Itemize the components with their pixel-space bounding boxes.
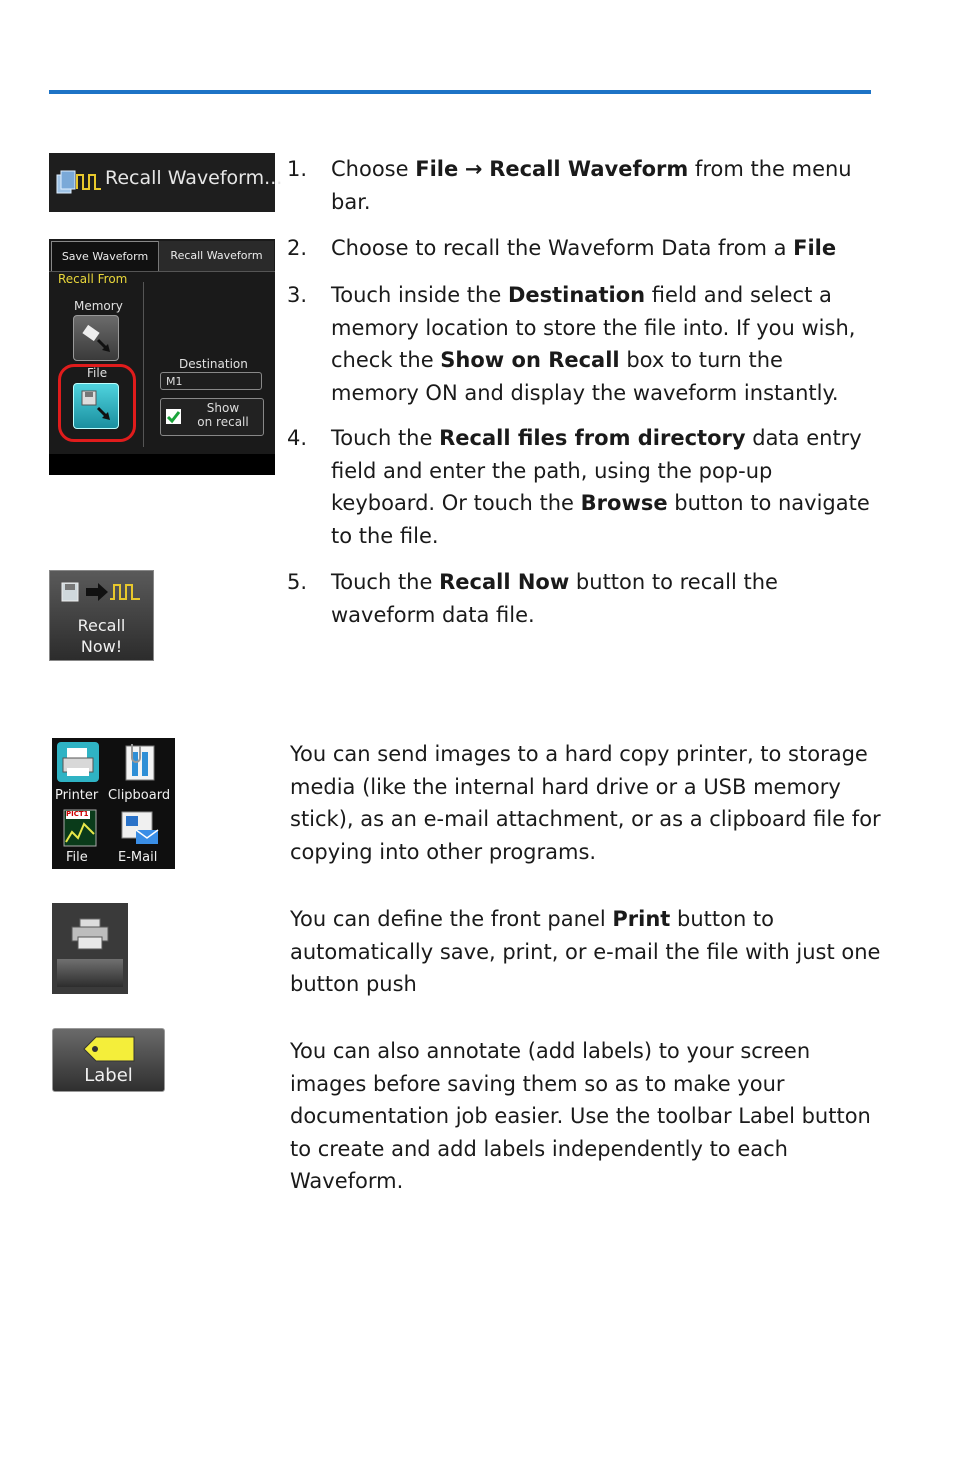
recall-waveform-menu-item[interactable] <box>49 153 283 212</box>
step-3-number: 3. <box>287 283 308 307</box>
clipboard-icon <box>118 742 160 782</box>
destination-label: Destination <box>179 357 248 371</box>
checkmark-icon <box>166 409 181 424</box>
printer-option[interactable] <box>54 742 110 804</box>
recall-dialog <box>49 239 275 475</box>
file-source-button[interactable] <box>73 383 119 429</box>
tab-recall-waveform[interactable]: Recall Waveform <box>158 241 274 271</box>
file-label: File <box>87 366 108 380</box>
label-button-text: Label <box>84 1065 133 1086</box>
step-5-text: Touch the Recall Now button to recall the waveform data file. <box>331 570 778 627</box>
memory-chip-icon <box>74 316 118 360</box>
printer-icon <box>70 917 110 951</box>
tab-save-waveform[interactable]: Save Waveform <box>51 241 159 272</box>
memory-source-button[interactable] <box>73 315 119 361</box>
column-divider <box>143 282 144 447</box>
step-1-text: Choose File → Recall Waveform from the menu bar. <box>331 157 852 214</box>
show-on-recall-label: Show on recall <box>197 401 249 429</box>
step-1-number: 1. <box>287 157 308 181</box>
step-4-text: Touch the Recall files from directory data entry field and enter the path, using the pop-up keyboard. Or touch the Browse button to navigate to the file. <box>331 426 870 548</box>
clipboard-option[interactable] <box>110 742 174 804</box>
pict-label: PICT1 <box>66 810 89 818</box>
front-panel-print-button[interactable] <box>52 903 128 994</box>
header-rule <box>49 90 871 94</box>
paragraph-send-images: You can send images to a hard copy printer, to storage media (like the internal hard drive or a USB memory stick), as an e-mail attachment, or as a clipboard file for copying into other programs. <box>290 742 881 864</box>
step-3-text: Touch inside the Destination field and select a memory location to store the file into. If you wish, check the Show on Recall box to turn the memory ON and display the waveform instantly. <box>331 283 856 405</box>
recall-now-button[interactable] <box>49 570 154 661</box>
step-4-number: 4. <box>287 426 308 450</box>
step-2-number: 2. <box>287 236 308 260</box>
file-cell-label: File <box>66 850 88 865</box>
email-icon <box>118 808 162 848</box>
email-option[interactable] <box>110 808 174 868</box>
printer-label: Printer <box>55 788 99 803</box>
file-option[interactable] <box>54 808 110 868</box>
step-2-text: Choose to recall the Waveform Data from a File <box>331 236 837 260</box>
print-button-led <box>57 959 123 987</box>
toolbar-label-button[interactable] <box>52 1028 165 1092</box>
memory-label: Memory <box>74 299 123 313</box>
step-5-number: 5. <box>287 570 308 594</box>
show-on-recall-checkbox[interactable] <box>160 398 264 436</box>
paragraph-annotate: You can also annotate (add labels) to your screen images before saving them so as to make your documentation job easier. Use the toolbar Label button to create and add labels independently to each Waveform. <box>290 1039 871 1193</box>
recall-now-label: Recall Now! <box>77 616 126 656</box>
document-waveform-icon <box>55 167 105 197</box>
arrow-icon: → <box>464 157 483 181</box>
hardcopy-destination-grid <box>52 738 175 869</box>
file-to-waveform-icon <box>60 577 146 607</box>
paragraph-print-button: You can define the front panel Print button to automatically save, print, or e-mail the file with just one button push <box>290 907 881 996</box>
printer-icon <box>57 742 99 782</box>
dialog-footer <box>49 454 275 475</box>
floppy-file-icon <box>74 384 118 428</box>
recall-from-label: Recall From <box>58 272 128 286</box>
email-label: E-Mail <box>118 850 158 865</box>
clipboard-label: Clipboard <box>108 788 171 803</box>
destination-field[interactable]: M1 <box>160 372 262 390</box>
tag-icon <box>82 1035 136 1063</box>
menu-item-label: Recall Waveform... <box>105 167 283 189</box>
